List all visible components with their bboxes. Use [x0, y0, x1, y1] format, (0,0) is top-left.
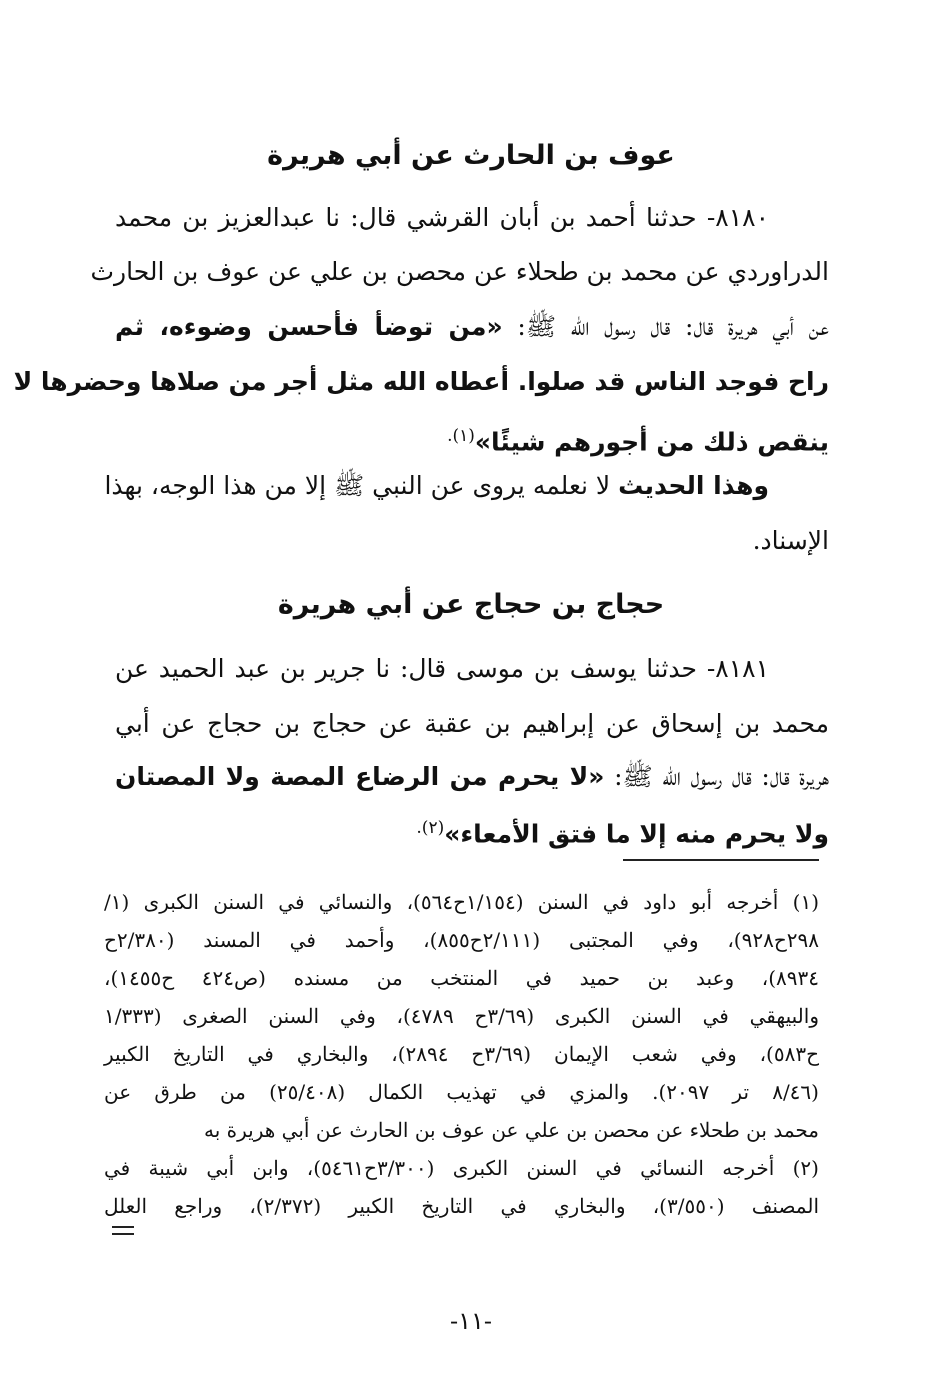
commentary-text: لا نعلمه يروى عن النبي ﷺ إلا من هذا الوجه، بهذا: [104, 471, 611, 500]
footnote-ref-2: (٢).: [416, 818, 445, 838]
hadith-8180-line-1: ٨١٨٠- حدثنا أحمد بن أبان القرشي قال: نا عبدالعزيز بن محمد: [115, 203, 769, 232]
hadith-8181-matn-end: ولا يحرم منه إلا ما فتق الأمعاء»: [444, 819, 829, 849]
footnote-1-line-7: محمد بن طحلاء عن محصن بن علي عن عوف بن الحارث عن أبي هريرة به: [204, 1118, 819, 1142]
hadith-8181-line-1: ٨١٨١- حدثنا يوسف بن موسى قال: نا جرير بن عبد الحميد عن: [115, 654, 769, 683]
continuation-mark: [112, 1226, 134, 1235]
footnote-2-line-1: (٢) أخرجه النسائي في السنن الكبرى (٣/٣٠٠ح٥٤٦١)، وابن أبي شيبة في: [104, 1156, 819, 1180]
hadith-8180-isnad-end: عن أبي هريرة قال: قال رسول الله ﷺ:: [517, 312, 829, 341]
page-number: -١١-: [450, 1307, 492, 1335]
hadith-8181-line-3: [115, 757, 829, 797]
footnote-2-line-2: المصنف (٣/٥٥٠)، والبخاري في التاريخ الكبير (٢/٣٧٢)، وراجع العلل: [104, 1194, 819, 1218]
commentary-lead: وهذا الحديث: [618, 471, 769, 500]
hadith-8180-matn-line-2: راح فوجد الناس قد صلوا. أعطاه الله مثل أجر من صلاها وحضرها لا: [13, 367, 829, 396]
hadith-8180-matn-start: «من توضأ فأحسن وضوءه، ثم: [115, 312, 503, 341]
footnote-separator: [623, 859, 819, 861]
hadith-8180-line-2: الدراوردي عن محمد بن طحلاء عن محصن بن علي عن عوف بن الحارث: [90, 257, 829, 286]
hadith-8180-matn-line-3: [115, 416, 829, 462]
hadith-8180-commentary-line-1: [104, 466, 829, 506]
footnote-1-line-1: (١) أخرجه أبو داود في السنن (١/١٥٤ح٥٦٤)، والنسائي في السنن الكبرى (١/: [104, 890, 819, 914]
hadith-8180-commentary-line-2: الإسناد.: [752, 526, 829, 555]
hadith-8181-line-2: محمد بن إسحاق عن إبراهيم بن عقبة عن حجاج بن حجاج عن أبي: [115, 709, 829, 738]
footnote-ref-1: (١).: [447, 426, 475, 446]
section-heading-1: عوف بن الحارث عن أبي هريرة: [267, 140, 675, 171]
hadith-8181-matn-line-2: [115, 808, 829, 854]
hadith-8180-line-3: [115, 307, 829, 347]
footnote-1-line-3: ٨٩٣٤)، وعبد بن حميد في المنتخب من مسنده (ص٤٢٤ ح١٤٥٥)،: [104, 966, 819, 990]
hadith-8181-isnad-end: هريرة قال: قال رسول الله ﷺ:: [614, 762, 829, 791]
section-heading-2: حجاج بن حجاج عن أبي هريرة: [277, 589, 665, 620]
footnote-1-line-5: ح٥٨٣)، وفي شعب الإيمان (٣/٦٩ح ٢٨٩٤)، والبخاري في التاريخ الكبير: [104, 1042, 819, 1066]
footnote-1-line-6: (٨/٤٦ تر ٢٠٩٧). والمزي في تهذيب الكمال (٢٥/٤٠٨) من طرق عن: [104, 1080, 819, 1104]
footnote-1-line-2: ٢٩٨ح٩٢٨)، وفي المجتبى (٢/١١١ح٨٥٥)، وأحمد في المسند (٢/٣٨٠ح: [104, 928, 819, 952]
hadith-8181-matn-start: «لا يحرم من الرضاع المصة ولا المصتان: [115, 762, 605, 791]
footnote-1-line-4: والبيهقي في السنن الكبرى (٣/٦٩ح ٤٧٨٩)، وفي السنن الصغرى (١/٣٣٣: [104, 1004, 819, 1028]
hadith-8180-matn-end: ينقص ذلك من أجورهم شيئًا»: [474, 427, 829, 457]
